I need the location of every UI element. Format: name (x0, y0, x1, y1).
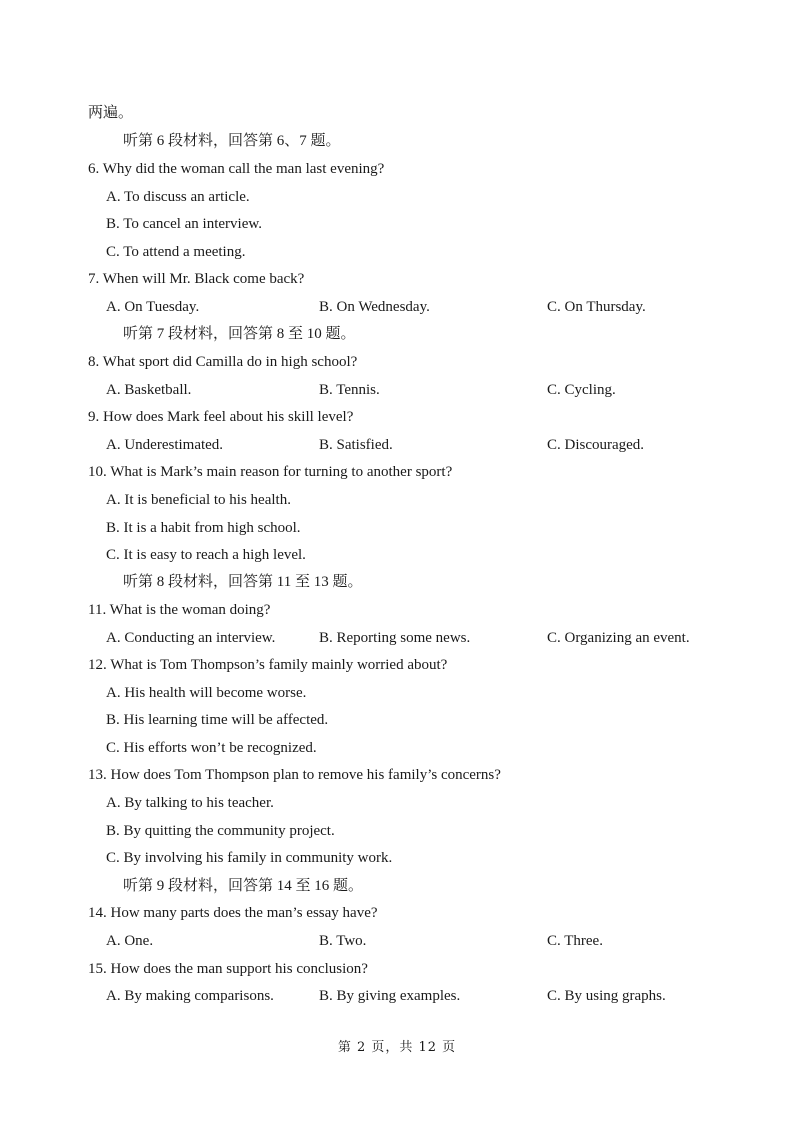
q8-option-b: B. Tennis. (319, 382, 380, 398)
q10-option-b: B. It is a habit from high school. (106, 520, 301, 536)
q15-option-a: A. By making comparisons. (106, 988, 274, 1004)
q8-option-c: C. Cycling. (547, 382, 616, 398)
question-14: 14. How many parts does the man’s essay have? (88, 905, 378, 921)
section-6-instruction: 听第 6 段材料，回答第 6、7 题。 (123, 133, 341, 149)
q12-option-b: B. His learning time will be affected. (106, 712, 329, 728)
q9-option-b: B. Satisfied. (319, 437, 393, 453)
q15-option-c: C. By using graphs. (547, 988, 666, 1004)
question-12: 12. What is Tom Thompson’s family mainly worried about? (88, 657, 448, 673)
q13-option-c: C. By involving his family in community work. (106, 850, 393, 866)
question-11: 11. What is the woman doing? (88, 602, 271, 618)
q6-option-b: B. To cancel an interview. (106, 216, 262, 232)
carry-over-text: 两遍。 (88, 105, 134, 121)
q6-option-c: C. To attend a meeting. (106, 244, 246, 260)
question-8: 8. What sport did Camilla do in high school? (88, 354, 358, 370)
page-number-footer: 第 2 页，共 12 页 (337, 1040, 457, 1055)
q10-option-a: A. It is beneficial to his health. (106, 492, 291, 508)
q12-option-c: C. His efforts won’t be recognized. (106, 740, 317, 756)
q13-option-a: A. By talking to his teacher. (106, 795, 274, 811)
q14-option-c: C. Three. (547, 933, 603, 949)
question-6: 6. Why did the woman call the man last evening? (88, 161, 385, 177)
q10-option-c: C. It is easy to reach a high level. (106, 547, 306, 563)
q8-option-a: A. Basketball. (106, 382, 192, 398)
q14-option-a: A. One. (106, 933, 154, 949)
section-9-instruction: 听第 9 段材料，回答第 14 至 16 题。 (123, 878, 364, 894)
q9-option-a: A. Underestimated. (106, 437, 224, 453)
q11-option-b: B. Reporting some news. (319, 630, 471, 646)
q7-option-c: C. On Thursday. (547, 299, 646, 315)
q11-option-c: C. Organizing an event. (547, 630, 690, 646)
q7-option-b: B. On Wednesday. (319, 299, 430, 315)
q13-option-b: B. By quitting the community project. (106, 823, 335, 839)
question-7: 7. When will Mr. Black come back? (88, 271, 305, 287)
q11-option-a: A. Conducting an interview. (106, 630, 276, 646)
q15-option-b: B. By giving examples. (319, 988, 461, 1004)
question-15: 15. How does the man support his conclusion? (88, 961, 368, 977)
question-10: 10. What is Mark’s main reason for turning to another sport? (88, 464, 453, 480)
question-13: 13. How does Tom Thompson plan to remove his family’s concerns? (88, 767, 501, 783)
section-8-instruction: 听第 8 段材料，回答第 11 至 13 题。 (123, 574, 363, 590)
q14-option-b: B. Two. (319, 933, 367, 949)
q7-option-a: A. On Tuesday. (106, 299, 200, 315)
q6-option-a: A. To discuss an article. (106, 189, 250, 205)
q12-option-a: A. His health will become worse. (106, 685, 307, 701)
q9-option-c: C. Discouraged. (547, 437, 645, 453)
question-9: 9. How does Mark feel about his skill level? (88, 409, 354, 425)
section-7-instruction: 听第 7 段材料，回答第 8 至 10 题。 (123, 326, 356, 342)
